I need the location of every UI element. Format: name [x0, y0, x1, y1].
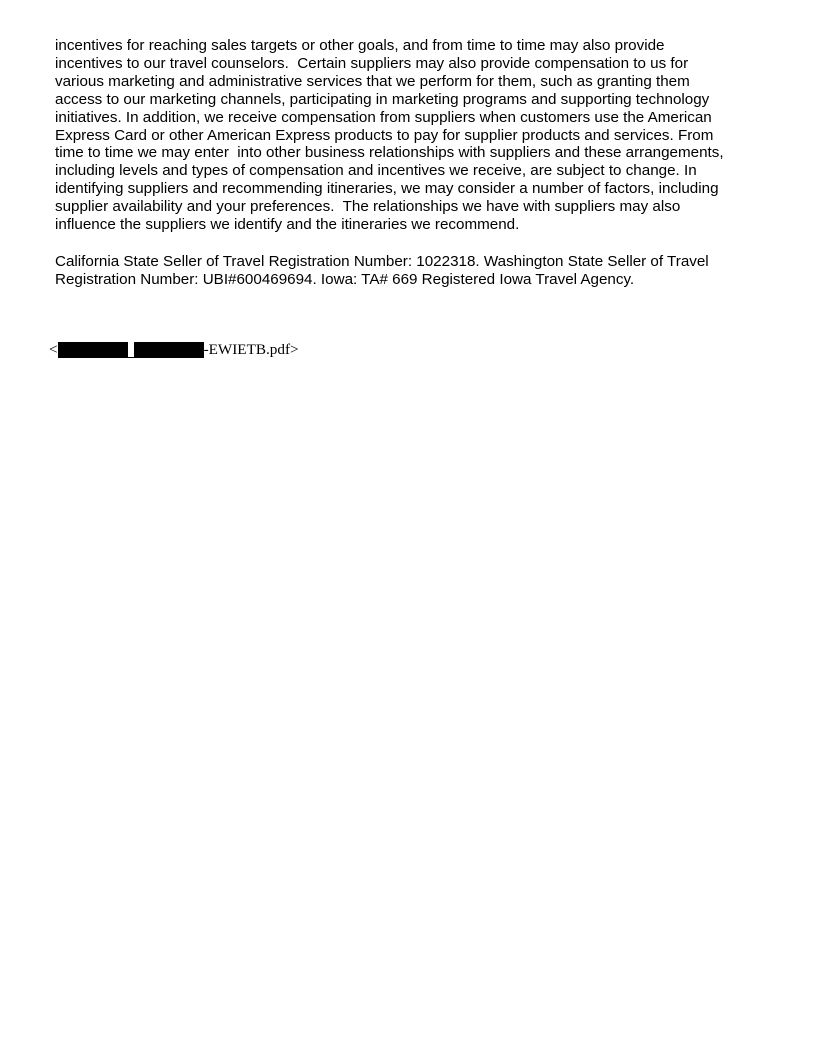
- disclosure-line: access to our marketing channels, participating in marketing programs and supporting technology: [55, 90, 710, 108]
- registration-paragraph: [55, 253, 775, 289]
- disclosure-line: including levels and types of compensation and incentives we receive, are subject to change. In: [55, 162, 697, 180]
- supplier-disclosure-paragraph: [55, 37, 775, 234]
- registration-line: Registration Number: UBI#600469694. Iowa: TA# 669 Registered Iowa Travel Agency.: [55, 270, 635, 288]
- disclosure-line: various marketing and administrative services that we perform for them, such as granting them: [55, 72, 690, 90]
- redaction-block: [58, 342, 128, 358]
- redaction-block: [134, 342, 204, 358]
- attachment-filename-suffix: -EWIETB.pdf>: [203, 341, 299, 358]
- disclosure-line: supplier availability and your preferences. The relationships we have with suppliers may also: [55, 198, 681, 216]
- disclosure-line: Express Card or other American Express products to pay for supplier products and services. From: [55, 126, 714, 144]
- disclosure-line: influence the suppliers we identify and the itineraries we recommend.: [55, 216, 520, 234]
- disclosure-line: identifying suppliers and recommending itineraries, we may consider a number of factors, including: [55, 180, 719, 198]
- disclosure-line: initiatives. In addition, we receive compensation from suppliers when customers use the American: [55, 108, 712, 126]
- disclosure-line: incentives to our travel counselors. Certain suppliers may also provide compensation to us for: [55, 54, 689, 72]
- registration-line: California State Seller of Travel Registration Number: 1022318. Washington State Seller of Travel: [55, 253, 709, 270]
- disclosure-line: incentives for reaching sales targets or other goals, and from time to time may also provide: [55, 37, 665, 54]
- attachment-open-bracket: <: [49, 341, 58, 358]
- attachment-filename: [49, 341, 299, 359]
- disclosure-line: time to time we may enter into other business relationships with suppliers and these arrangements,: [55, 144, 724, 162]
